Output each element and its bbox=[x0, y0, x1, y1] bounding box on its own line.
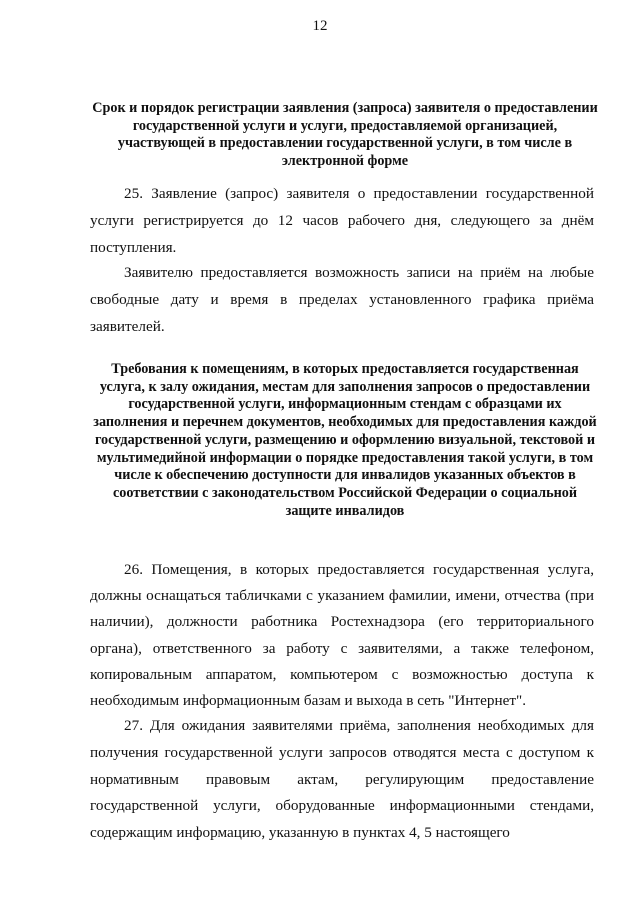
section-heading-premises: Требования к помещениям, в которых предоставляется государственная услуга, к залу ожидания, местам для заполнения запросов о предоставлении государственной услуги, информационным стендам с образцами их заполнения и перечнем документов, необходимых для предоставления каждой государственной услуги, размещению и оформлению визуальной, текстовой и мультимедийной информации о порядке предоставления такой услуги, в том числе к обеспечению доступности для инвалидов указанных объектов в соответствии с законодательством Российской Федерации о социальной защите инвалидов bbox=[93, 361, 597, 519]
page-number: 12 bbox=[312, 18, 328, 34]
paragraph-26: 26. Помещения, в которых предоставляется государственная услуга, должны оснащаться табличками с указанием фамилии, имени, отчества (при наличии), должности работника Ростехнадзора (его территориального органа), ответственного за работу с заявителями, а также телефоном, копировальным аппаратом, компьютером с возможностью доступа к необходимым информационным базам и выхода в сеть "Интернет". bbox=[90, 561, 594, 710]
section-heading-registration: Срок и порядок регистрации заявления (запроса) заявителя о предоставлении государственной услуги и услуги, предоставляемой организацией, участвующей в предоставлении государственной услуги, в том числе в электронной форме bbox=[92, 100, 598, 170]
paragraph-25: 25. Заявление (запрос) заявителя о предоставлении государственной услуги регистрируется до 12 часов рабочего дня, следующего за днём поступления. bbox=[90, 185, 594, 257]
paragraph-27: 27. Для ожидания заявителями приёма, заполнения необходимых для получения государственной услуги запросов отводятся места с доступом к нормативным правовым актам, регулирующим предоставление государственной услуги, оборудованные информационными стендами, содержащим информацию, указанную в пунктах 4, 5 настоящего bbox=[90, 717, 594, 842]
paragraph-appointment: Заявителю предоставляется возможность записи на приём на любые свободные дату и время в пределах установленного графика приёма заявителей. bbox=[90, 264, 594, 336]
